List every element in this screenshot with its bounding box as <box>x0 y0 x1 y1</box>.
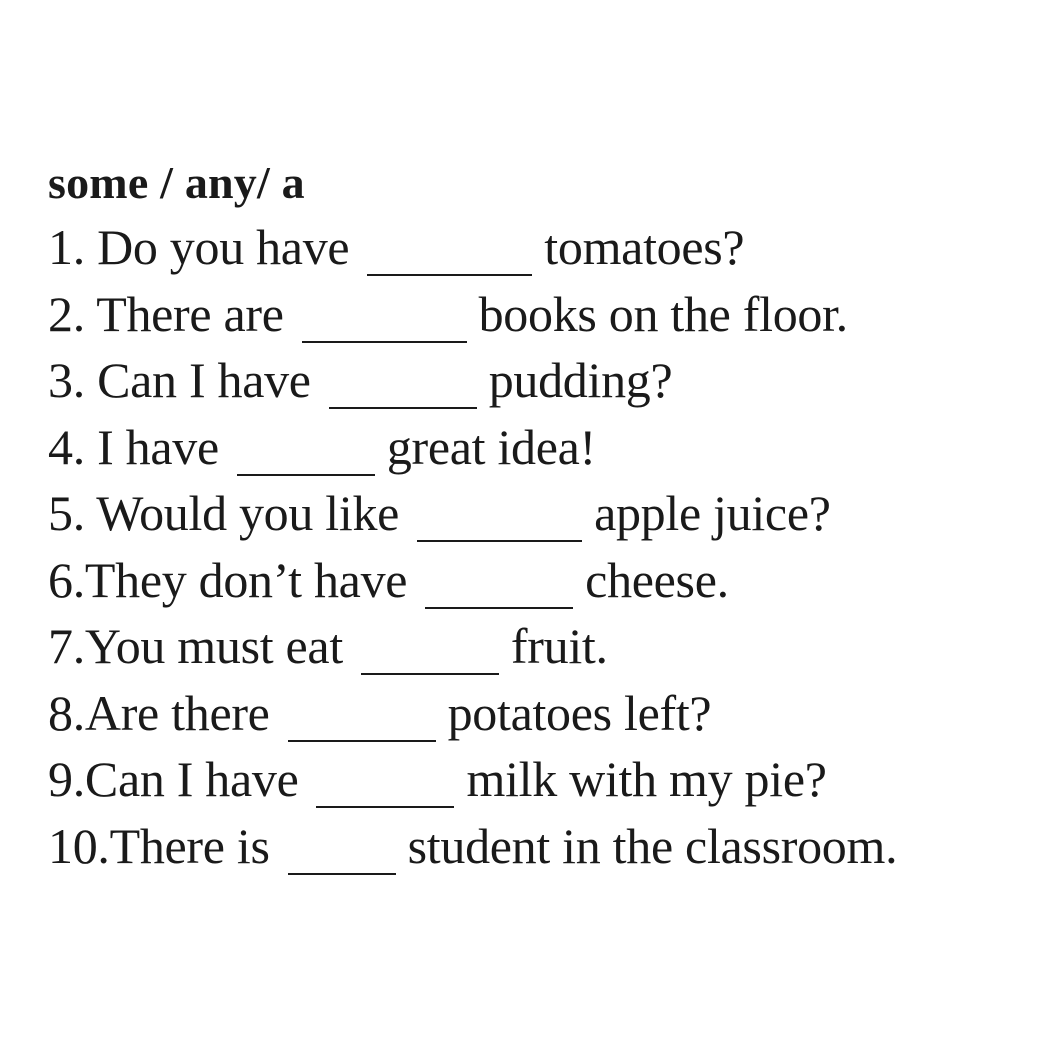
worksheet-title: some / any/ a <box>48 157 305 208</box>
answer-blank <box>316 806 454 808</box>
answer-blank <box>288 740 436 742</box>
question-text-after: student in the classroom. <box>407 817 898 874</box>
question-text-after: milk with my pie? <box>466 751 827 807</box>
question-8 <box>48 680 1038 747</box>
question-1 <box>48 214 1038 281</box>
answer-blank <box>237 474 375 476</box>
question-10 <box>48 813 1038 880</box>
question-text-after: cheese. <box>585 551 729 608</box>
answer-blank <box>367 274 532 276</box>
question-3 <box>48 347 1038 414</box>
question-text-before: 10.There is <box>48 817 270 874</box>
worksheet <box>48 152 1038 879</box>
answer-blank <box>361 673 499 675</box>
question-2 <box>48 281 1038 348</box>
answer-blank <box>425 607 573 609</box>
question-text-before: 3. Can I have <box>48 352 311 408</box>
question-text-after: great idea! <box>386 418 596 475</box>
answer-blank <box>417 540 582 542</box>
answer-blank <box>288 873 396 875</box>
question-text-after: potatoes left? <box>447 684 712 741</box>
question-9 <box>48 746 1038 813</box>
question-text-after: apple juice? <box>594 485 831 541</box>
question-text-after: fruit. <box>510 618 608 674</box>
question-text-before: 9.Can I have <box>48 751 299 807</box>
question-6 <box>48 547 1038 614</box>
question-4 <box>48 414 1038 481</box>
question-text-before: 1. Do you have <box>48 219 350 275</box>
question-text-before: 8.Are there <box>48 684 270 741</box>
question-text-before: 5. Would you like <box>48 485 400 541</box>
question-text-after: pudding? <box>488 352 673 408</box>
question-text-before: 6.They don’t have <box>48 551 408 608</box>
answer-blank <box>302 341 467 343</box>
question-7 <box>48 613 1038 680</box>
question-text-after: books on the floor. <box>478 285 848 342</box>
question-text-after: tomatoes? <box>544 219 745 275</box>
answer-blank <box>329 407 477 409</box>
question-5 <box>48 480 1038 547</box>
question-text-before: 2. There are <box>48 285 284 342</box>
question-text-before: 4. I have <box>48 418 219 475</box>
question-text-before: 7.You must eat <box>48 618 343 674</box>
